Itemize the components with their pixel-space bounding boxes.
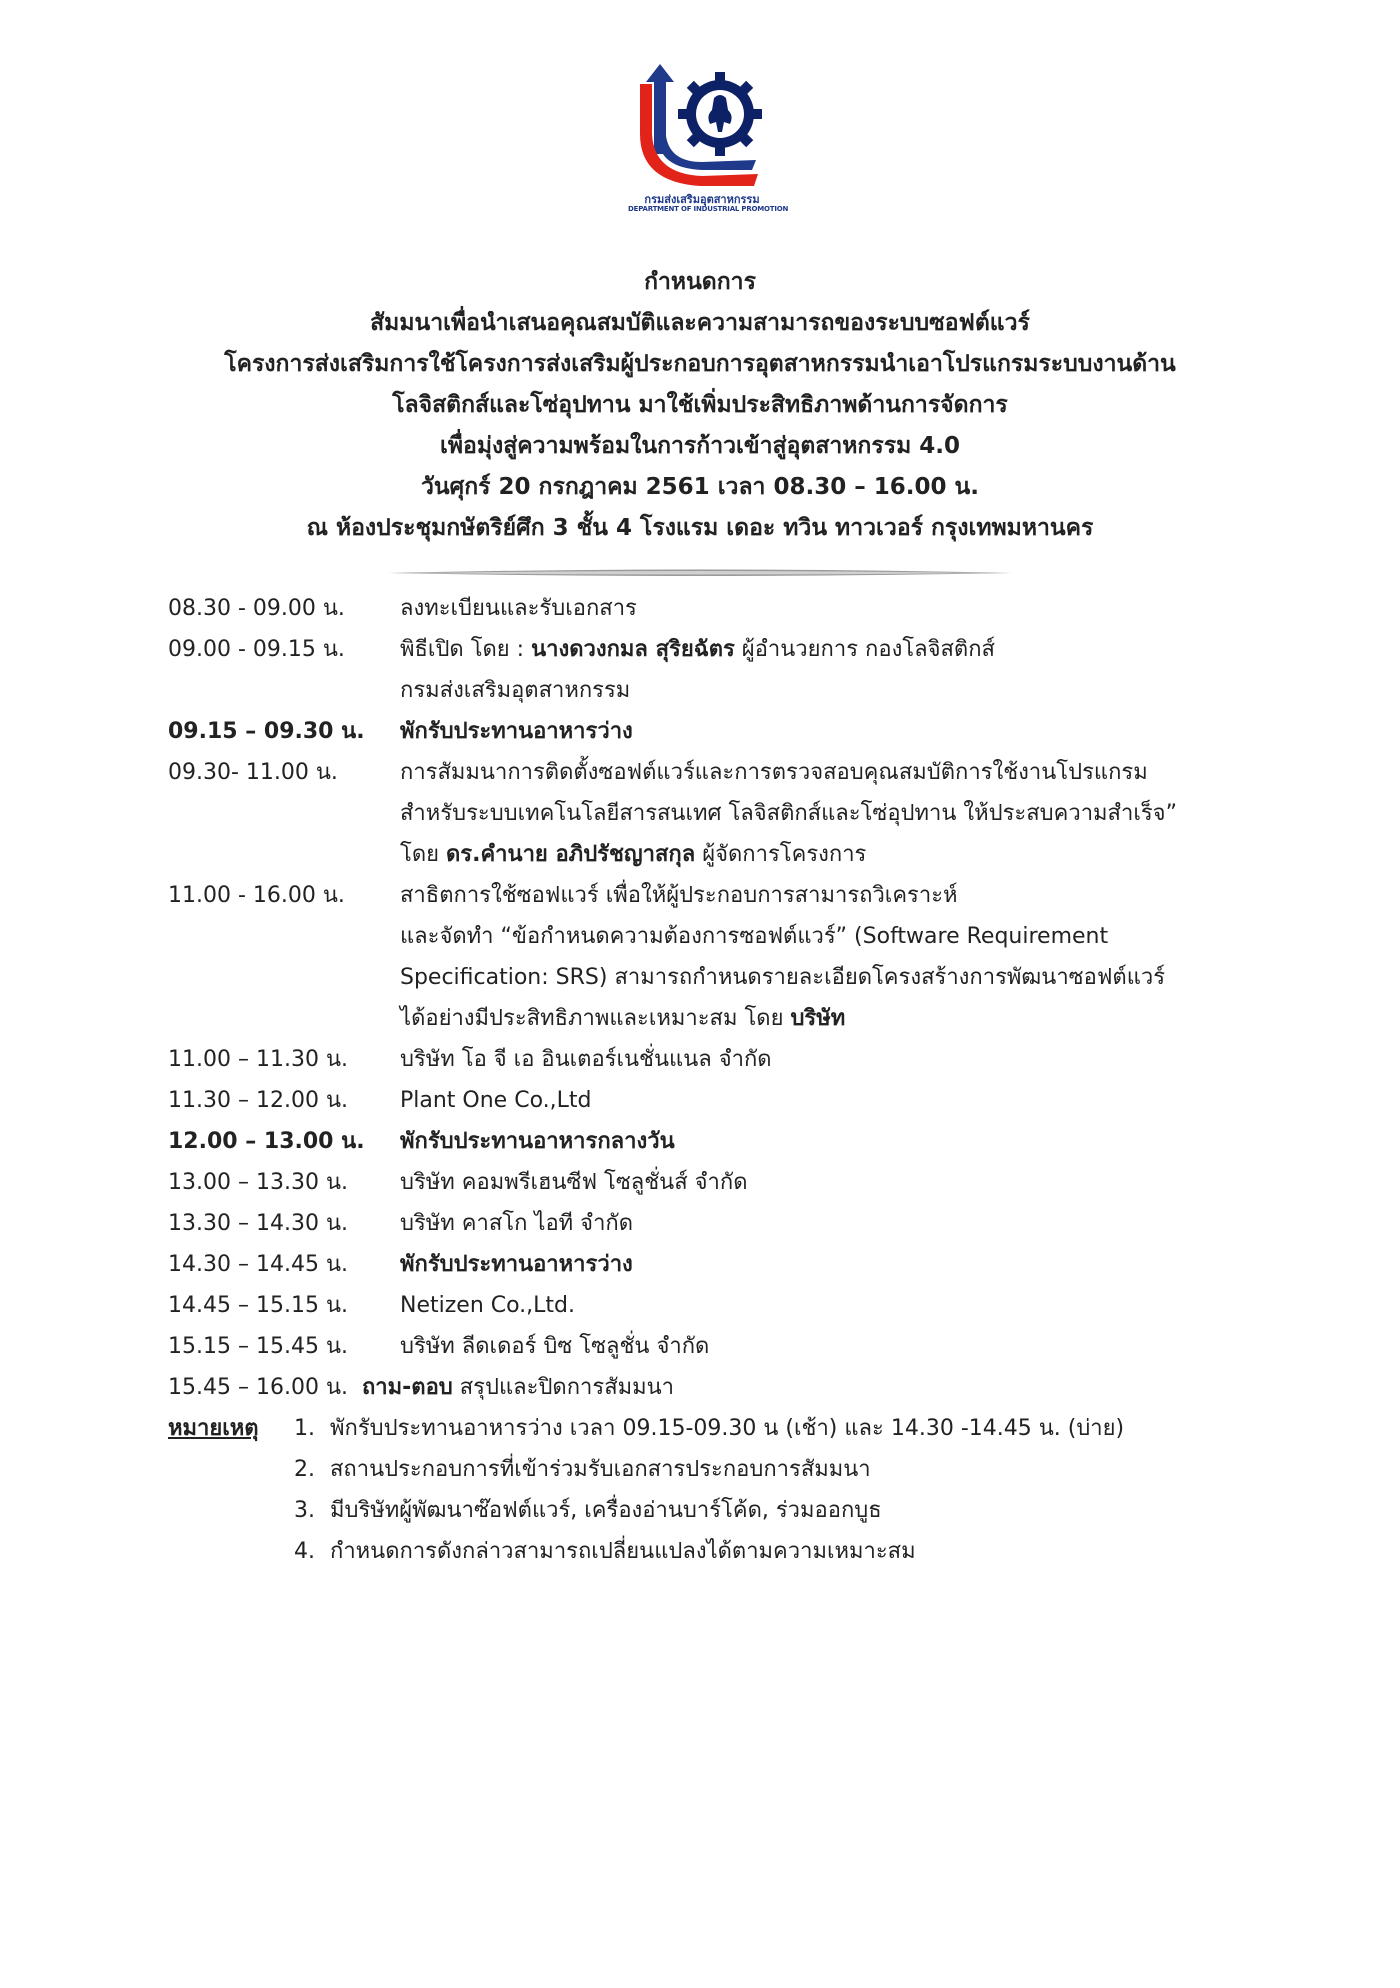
schedule-row xyxy=(168,588,1288,629)
schedule-desc: บริษัท โอ จี เอ อินเตอร์เนชั่นแนล จำกัด xyxy=(400,1047,772,1072)
logo-name-th: กรมส่งเสริมอุตสาหกรรม xyxy=(644,193,760,206)
schedule-time: 11.30 – 12.00 น. xyxy=(168,1088,348,1113)
notes-section xyxy=(168,1408,1288,1572)
schedule-desc: บริษัท ลีดเดอร์ บิซ โซลูชั่น จำกัด xyxy=(400,1334,710,1359)
schedule-desc: ลงทะเบียนและรับเอกสาร xyxy=(400,596,637,621)
schedule-row-break xyxy=(168,711,1288,752)
schedule-row xyxy=(168,1367,1288,1408)
note-item: 2. สถานประกอบการที่เข้าร่วมรับเอกสารประกอบการสัมมนา xyxy=(294,1457,871,1482)
speaker-name: นางดวงกมล สุริยฉัตร xyxy=(531,637,735,662)
document-header xyxy=(0,262,1400,549)
schedule-desc: พักรับประทานอาหารว่าง xyxy=(400,719,633,744)
schedule-time: 09.30- 11.00 น. xyxy=(168,760,338,785)
schedule-time: 09.15 – 09.30 น. xyxy=(168,719,365,744)
schedule-time: 12.00 – 13.00 น. xyxy=(168,1129,365,1154)
schedule-desc: บริษัท คอมพรีเฮนซีฟ โซลูชั่นส์ จำกัด xyxy=(400,1170,748,1195)
schedule-time: 13.00 – 13.30 น. xyxy=(168,1170,348,1195)
dip-logo xyxy=(628,62,789,222)
schedule-row xyxy=(168,629,1288,711)
event-date: วันศุกร์ 20 กรกฎาคม 2561 เวลา 08.30 – 16.00 น. xyxy=(421,474,979,500)
note-item: 3. มีบริษัทผู้พัฒนาซ๊อฟต์แวร์, เครื่องอ่านบาร์โค้ด, ร่วมออกบูธ xyxy=(294,1498,882,1523)
schedule-time: 08.30 - 09.00 น. xyxy=(168,596,345,621)
schedule-row xyxy=(168,1162,1288,1203)
header-line-2: สัมมนาเพื่อนำเสนอคุณสมบัติและความสามารถของระบบซอฟต์แวร์ xyxy=(370,310,1030,336)
schedule-desc: การสัมมนาการติดตั้งซอฟต์แวร์และการตรวจสอบคุณสมบัติการใช้งานโปรแกรม สำหรับระบบเทคโนโลยีสารสนเทศ โลจิสติกส์และโซ่อุปทาน ให้ประสบความสำเร็จ” โดย ดร.คำนาย อภิปรัชญาสกุล ผู้จัดการโครงการ xyxy=(400,760,1177,867)
schedule-desc: Plant One Co.,Ltd xyxy=(400,1088,592,1113)
note-item: 4. กำหนดการดังกล่าวสามารถเปลี่ยนแปลงได้ตามความเหมาะสม xyxy=(294,1539,916,1564)
schedule-list xyxy=(168,588,1288,1408)
header-line-3: โครงการส่งเสริมการใช้โครงการส่งเสริมผู้ประกอบการอุตสาหกรรมนำเอาโปรแกรมระบบงานด้าน xyxy=(224,351,1176,377)
schedule-row-break xyxy=(168,1244,1288,1285)
header-line-5: เพื่อมุ่งสู่ความพร้อมในการก้าวเข้าสู่อุตสาหกรรม 4.0 xyxy=(440,433,960,459)
schedule-time: 09.00 - 09.15 น. xyxy=(168,637,345,662)
schedule-row xyxy=(168,875,1288,1039)
schedule-row xyxy=(168,1326,1288,1367)
schedule-time: 15.15 – 15.45 น. xyxy=(168,1334,348,1359)
schedule-time: 14.45 – 15.15 น. xyxy=(168,1293,348,1318)
schedule-row-break xyxy=(168,1121,1288,1162)
schedule-desc: Netizen Co.,Ltd. xyxy=(400,1293,576,1318)
schedule-time: 14.30 – 14.45 น. xyxy=(168,1252,348,1277)
schedule-desc: พักรับประทานอาหารว่าง xyxy=(400,1252,633,1277)
page-title: กำหนดการ xyxy=(644,269,756,295)
schedule-desc: บริษัท คาสโก ไอที จำกัด xyxy=(400,1211,634,1236)
schedule-desc: สาธิตการใช้ซอฟแวร์ เพื่อให้ผู้ประกอบการสามารถวิเคราะห์ และจัดทำ “ข้อกำหนดความต้องการซอฟต์แวร์” (Software Requirement Specification: SRS) สามารถกำหนดรายละเอียดโครงสร้างการพัฒนาซอฟต์แวร์ ได้อย่างมีประสิทธิภาพและเหมาะสม โดย บริษัท xyxy=(400,883,1166,1031)
schedule-time: 11.00 - 16.00 น. xyxy=(168,883,345,908)
schedule-time: 11.00 – 11.30 น. xyxy=(168,1047,348,1072)
schedule-row xyxy=(168,1203,1288,1244)
note-item: หมายเหตุ 1. พักรับประทานอาหารว่าง เวลา 09.15-09.30 น (เช้า) และ 14.30 -14.45 น. (บ่าย) xyxy=(168,1408,1288,1449)
schedule-desc: ถาม-ตอบ สรุปและปิดการสัมมนา xyxy=(361,1375,675,1400)
schedule-time: 15.45 – 16.00 น. xyxy=(168,1375,348,1400)
schedule-row xyxy=(168,1285,1288,1326)
schedule-time: 13.30 – 14.30 น. xyxy=(168,1211,348,1236)
decorative-divider xyxy=(388,566,1012,580)
schedule-desc: พักรับประทานอาหารกลางวัน xyxy=(400,1129,675,1154)
logo-name-en: DEPARTMENT OF INDUSTRIAL PROMOTION xyxy=(628,205,789,213)
schedule-row xyxy=(168,1080,1288,1121)
notes-label: หมายเหตุ xyxy=(168,1416,259,1441)
header-line-4: โลจิสติกส์และโซ่อุปทาน มาใช้เพิ่มประสิทธิภาพด้านการจัดการ xyxy=(392,392,1008,418)
schedule-row xyxy=(168,1039,1288,1080)
schedule-desc: พิธีเปิด โดย : นางดวงกมล สุริยฉัตร ผู้อำนวยการ กองโลจิสติกส์ กรมส่งเสริมอุตสาหกรรม xyxy=(400,637,995,703)
event-venue: ณ ห้องประชุมกษัตริย์ศึก 3 ชั้น 4 โรงแรม เดอะ ทวิน ทาวเวอร์ กรุงเทพมหานคร xyxy=(306,515,1094,541)
dip-emblem-icon xyxy=(636,62,768,188)
speaker-name: ดร.คำนาย อภิปรัชญาสกุล xyxy=(446,842,696,867)
schedule-row xyxy=(168,752,1288,875)
